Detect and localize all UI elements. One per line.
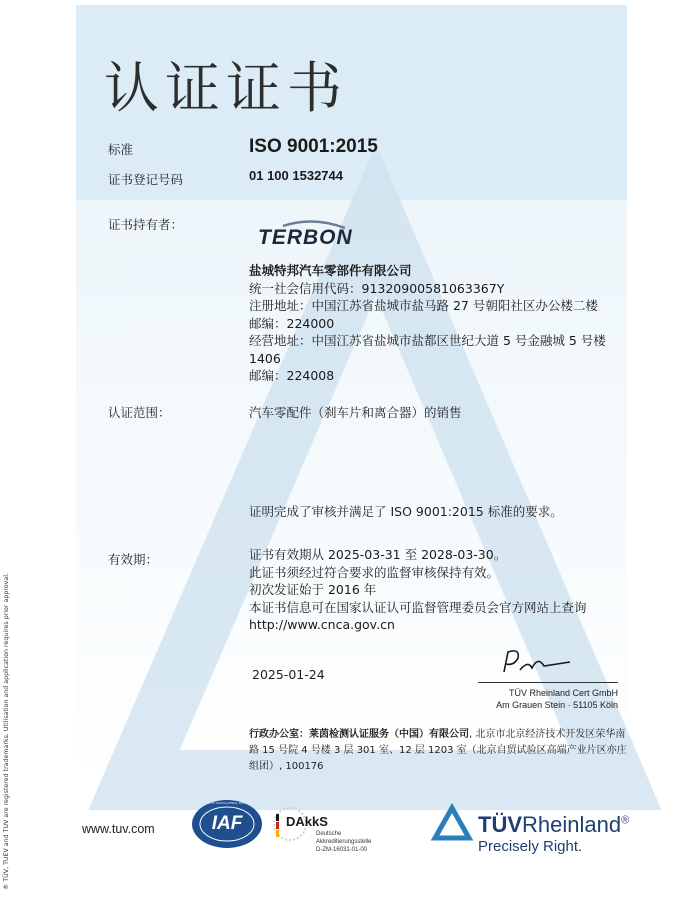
holder-logo-text: TERBON (258, 226, 353, 249)
office-org: 莱茵检测认证服务（中国）有限公司 (309, 729, 469, 740)
dakks-subtitle (316, 830, 371, 854)
issuer-address: Am Grauen Stein · 51105 Köln (496, 700, 618, 710)
tuv-brand-rest: Rheinland (522, 812, 622, 837)
scope-value: 汽车零配件（刹车片和离合器）的销售 (249, 405, 462, 420)
dakks-mark (270, 800, 390, 856)
standard-label: 标准 (108, 142, 134, 157)
issue-date: 2025-01-24 (252, 667, 325, 682)
holder-business-address: 经营地址：中国江苏省盐城市盐都区世纪大道 5 号金融城 5 号楼 (249, 333, 606, 348)
validity-details (249, 546, 587, 634)
first-issue: 初次发证始于 2016 年 (249, 582, 377, 597)
certificate-title: 认证证书 (104, 56, 349, 120)
cnca-query-note: 本证书信息可在国家认证认可监督管理委员会官方网站上查询 (249, 599, 587, 615)
iaf-ring-text: MEMBER OF MULTILATERAL RECOGNITION ARRANGEMENT (197, 801, 285, 805)
holder-business-address-cont: 1406 (249, 350, 281, 366)
dakks-subtitle-line2: Akkreditierungsstelle (316, 839, 372, 845)
holder-details (249, 262, 606, 385)
registration-value: 01 100 1532744 (249, 168, 343, 183)
tuv-registered: ® (621, 814, 630, 827)
tuv-brand (478, 812, 629, 838)
dakks-text: DAkkS (286, 814, 328, 829)
holder-registered-address: 注册地址：中国江苏省盐城市盐马路 27 号朝阳社区办公楼二楼 (249, 298, 598, 313)
tuv-slogan: Precisely Right. (478, 838, 583, 855)
standard-value: ISO 9001:2015 (249, 136, 378, 157)
website-link[interactable]: www.tuv.com (82, 822, 155, 836)
office-address-text: , 北京市北京经济技术开发区荣华南路 15 号院 4 号楼 3 层 301 室、12 层 1203 室（北京自贸试验区高端产业片区亦庄组团）, 100176 (249, 729, 627, 772)
tuv-brand-bold: TÜV (478, 812, 522, 837)
cnca-url[interactable]: http://www.cnca.gov.cn (249, 617, 395, 632)
iaf-badge (191, 799, 285, 849)
validity-period: 证书有效期从 2025-03-31 至 2028-03-30。 (249, 547, 507, 562)
tuv-triangle-icon (432, 805, 472, 841)
holder-business-postcode: 邮编：224008 (249, 368, 335, 383)
office-address (249, 727, 629, 775)
issuer-name: TÜV Rheinland Cert GmbH (508, 688, 618, 698)
holder-registered-postcode: 邮编：224000 (249, 315, 335, 331)
scope-label: 认证范围： (108, 405, 171, 420)
holder-company-name: 盐城特邦汽车零部件有限公司 (249, 263, 412, 278)
signature-line (478, 682, 618, 683)
dakks-id: D-ZM-16031-01-00 (316, 847, 368, 853)
signature-mark (498, 646, 578, 680)
validity-condition: 此证书须经过符合要求的监督审核保持有效。 (249, 564, 500, 580)
validity-label: 有效期： (108, 552, 159, 567)
dakks-subtitle-line1: Deutsche (316, 831, 342, 837)
iaf-text: IAF (211, 813, 243, 834)
trademark-note: ® TÜV, TUEV and TUV are registered trademarks. Utilisation and application requires prior approval. (3, 573, 10, 890)
conformity-statement: 证明完成了审核并满足了 ISO 9001:2015 标准的要求。 (249, 504, 563, 519)
holder-credit-code: 统一社会信用代码：91320900581063367Y (249, 280, 505, 296)
holder-label: 证书持有者： (108, 217, 184, 232)
registration-label: 证书登记号码 (108, 172, 184, 187)
office-label: 行政办公室： (249, 729, 309, 740)
